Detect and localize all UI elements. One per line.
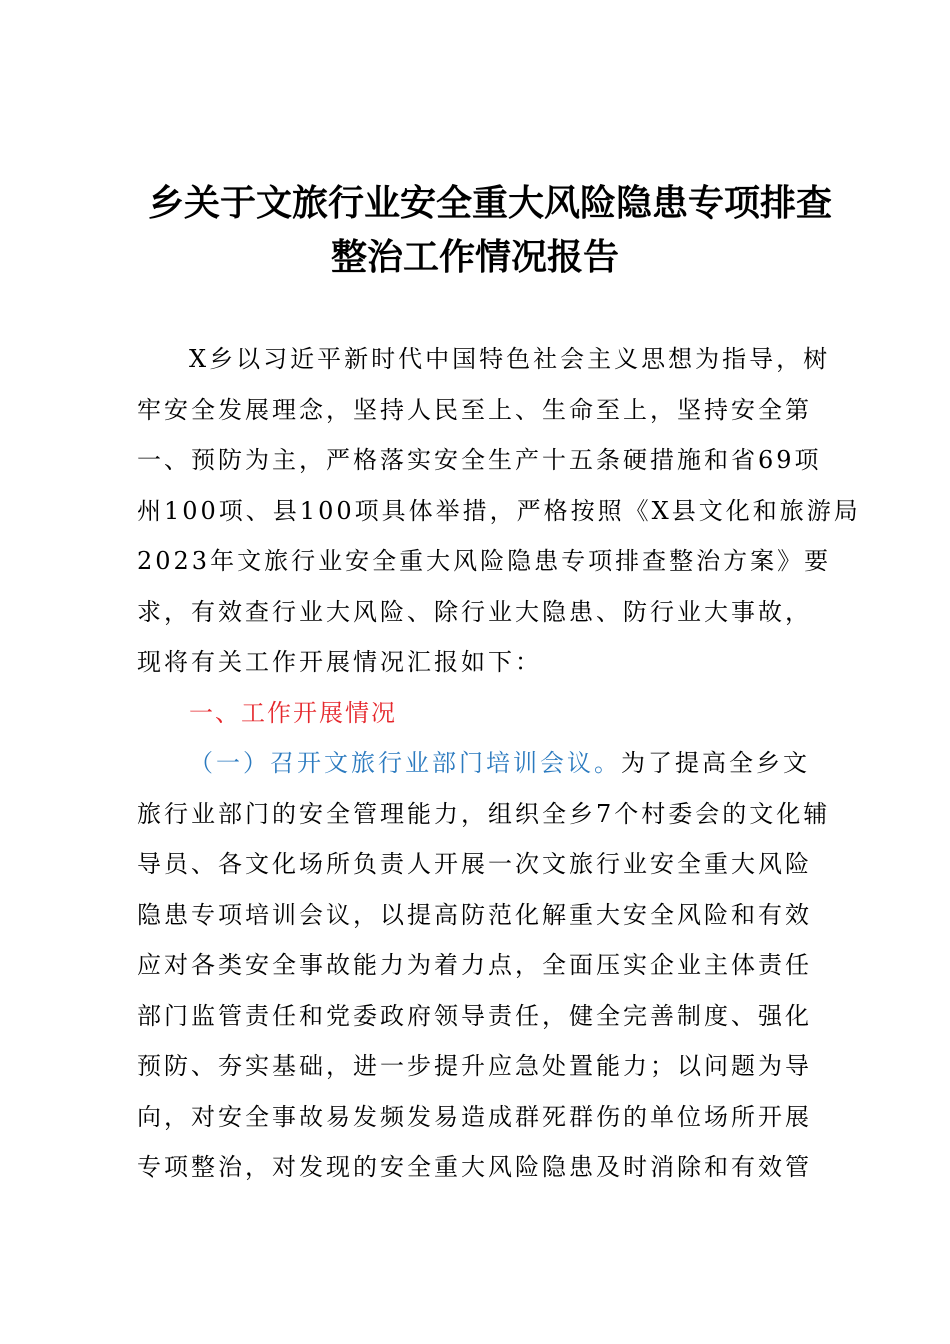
paragraph-line: 隐患专项培训会议，以提高防范化解重大安全风险和有效 (137, 900, 812, 929)
document-title (0, 177, 950, 285)
paragraph-line: 应对各类安全事故能力为着力点，全面压实企业主体责任 (137, 951, 812, 979)
document-body (137, 334, 861, 1193)
intro-line: 求，有效查行业大风险、除行业大隐患、防行业大事故， (137, 597, 812, 626)
paragraph-line: 向，对安全事故易发频发易造成群死群伤的单位场所开展 (137, 1102, 812, 1131)
paragraph-line: 旅行业部门的安全管理能力，组织全乡7个村委会的文化辅 (137, 799, 831, 828)
section-heading: 一、工作开展情况 (189, 698, 397, 727)
paragraph-line: 导员、各文化场所负责人开展一次文旅行业安全重大风险 (137, 850, 812, 878)
subsection-first-line (137, 738, 847, 789)
subsection-heading: （一）召开文旅行业部门培训会议。 (189, 749, 621, 777)
intro-line: 牢安全发展理念，坚持人民至上、生命至上，坚持安全第 (137, 395, 812, 424)
intro-line: 州100项、县100项具体举措，严格按照《X县文化和旅游局 (137, 496, 861, 525)
title-line-2: 整治工作情况报告 (330, 237, 619, 278)
intro-line: 2023年文旅行业安全重大风险隐患专项排查整治方案》要 (137, 547, 832, 575)
paragraph-line: 专项整治，对发现的安全重大风险隐患及时消除和有效管 (137, 1153, 812, 1181)
title-line-1: 乡关于文旅行业安全重大风险隐患专项排查 (147, 183, 832, 224)
intro-line: X乡以习近平新时代中国特色社会主义思想为指导，树 (189, 345, 831, 373)
intro-line: 一、预防为主，严格落实安全生产十五条硬措施和省69项 (137, 446, 822, 474)
paragraph-line: 部门监管责任和党委政府领导责任，健全完善制度、强化 (137, 1001, 812, 1030)
section-heading-line (137, 688, 847, 739)
subsection-text: 为了提高全乡文 (621, 749, 810, 777)
paragraph-line: 预防、夯实基础，进一步提升应急处置能力；以问题为导 (137, 1052, 812, 1080)
intro-line: 现将有关工作开展情况汇报如下： (137, 648, 542, 676)
